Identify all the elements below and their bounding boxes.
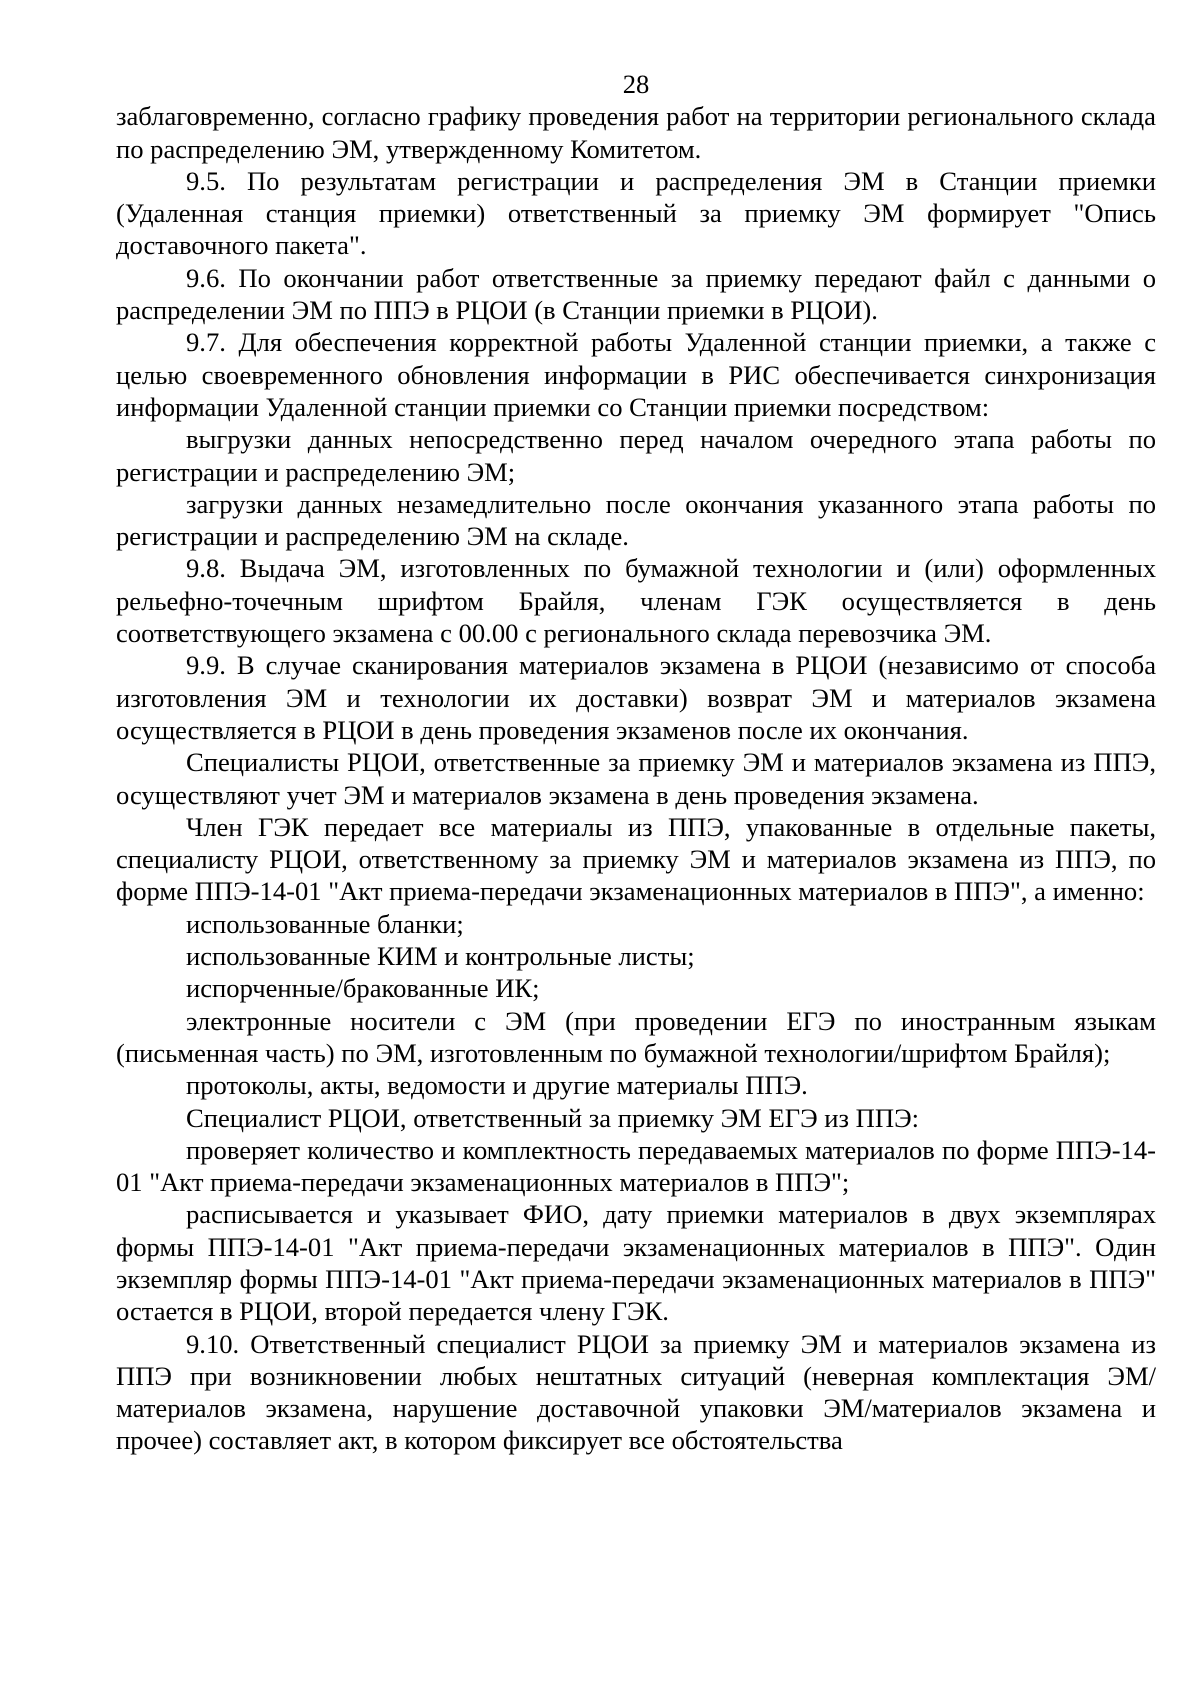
paragraph: испорченные/бракованные ИК; (186, 973, 540, 1004)
page-number: 28 (622, 69, 650, 99)
paragraph: заблаговременно, согласно графику проведения работ на территории регионального склада по распределению ЭМ, утвержденному Комитетом. (116, 101, 1156, 164)
paragraph: загрузки данных незамедлительно после окончания указанного этапа работы по регистрации и распределению ЭМ на складе. (116, 488, 1156, 552)
document-page (116, 68, 1156, 1457)
paragraph: Специалист РЦОИ, ответственный за приемку ЭМ ЕГЭ из ППЭ: (186, 1102, 920, 1133)
paragraph: 9.9. В случае сканирования материалов экзамена в РЦОИ (независимо от способа изготовления ЭМ и технологии их доставки) возврат ЭМ и материалов экзамена осуществляется в РЦОИ в день проведения экзаменов после их окончания. (116, 650, 1156, 745)
document-body (116, 100, 1156, 1456)
paragraph: Специалисты РЦОИ, ответственные за приемку ЭМ и материалов экзамена из ППЭ, осуществляют учет ЭМ и материалов экзамена в день проведения экзамена. (116, 747, 1156, 810)
paragraph: использованные бланки; (186, 908, 464, 939)
paragraph: проверяет количество и комплектность передаваемых материалов по форме ППЭ-14-01 "Акт приема-передачи экзаменационных материалов в ППЭ"; (116, 1134, 1156, 1198)
paragraph: Член ГЭК передает все материалы из ППЭ, упакованные в отдельные пакеты, специалисту РЦОИ, ответственному за приемку ЭМ и материалов экзамена из ППЭ, по форме ППЭ-14-01 "Акт приема-передачи экзаменационных материалов в ППЭ", а именно: (116, 811, 1156, 907)
paragraph: расписывается и указывает ФИО, дату приемки материалов в двух экземплярах формы ППЭ-14-01 "Акт приема-передачи экзаменационных материалов в ППЭ". Один экземпляр формы ППЭ-14-01 "Акт приема-передачи экзаменационных материалов в ППЭ" остается в РЦОИ, второй передается члену ГЭК. (116, 1199, 1156, 1327)
paragraph: электронные носители с ЭМ (при проведении ЕГЭ по иностранным языкам (письменная часть) по ЭМ, изготовленным по бумажной технологии/шрифтом Брайля); (116, 1005, 1156, 1068)
paragraph: 9.6. По окончании работ ответственные за приемку передают файл с данными о распределении ЭМ по ППЭ в РЦОИ (в Станции приемки в РЦОИ). (116, 262, 1156, 326)
paragraph: 9.8. Выдача ЭМ, изготовленных по бумажной технологии и (или) оформленных рельефно-точечным шрифтом Брайля, членам ГЭК осуществляется в день соответствующего экзамена с 00.00 с регионального склада перевозчика ЭМ. (116, 553, 1156, 649)
paragraph: использованные КИМ и контрольные листы; (186, 941, 695, 972)
paragraph: протоколы, акты, ведомости и другие материалы ППЭ. (186, 1070, 808, 1101)
paragraph: 9.10. Ответственный специалист РЦОИ за приемку ЭМ и материалов экзамена из ППЭ при возникновении любых нештатных ситуаций (неверная комплектация ЭМ/материалов экзамена, нарушение доставочной упаковки ЭМ/материалов экзамена и прочее) составляет акт, в котором фиксирует все обстоятельства (116, 1328, 1156, 1456)
paragraph: 9.5. По результатам регистрации и распределения ЭМ в Станции приемки (Удаленная станция приемки) ответственный за приемку ЭМ формирует "Опись доставочного пакета". (116, 165, 1156, 261)
paragraph: выгрузки данных непосредственно перед началом очередного этапа работы по регистрации и распределению ЭМ; (116, 424, 1156, 487)
paragraph: 9.7. Для обеспечения корректной работы Удаленной станции приемки, а также с целью своевременного обновления информации в РИС обеспечивается синхронизация информации Удаленной станции приемки со Станции приемки посредством: (116, 327, 1156, 422)
